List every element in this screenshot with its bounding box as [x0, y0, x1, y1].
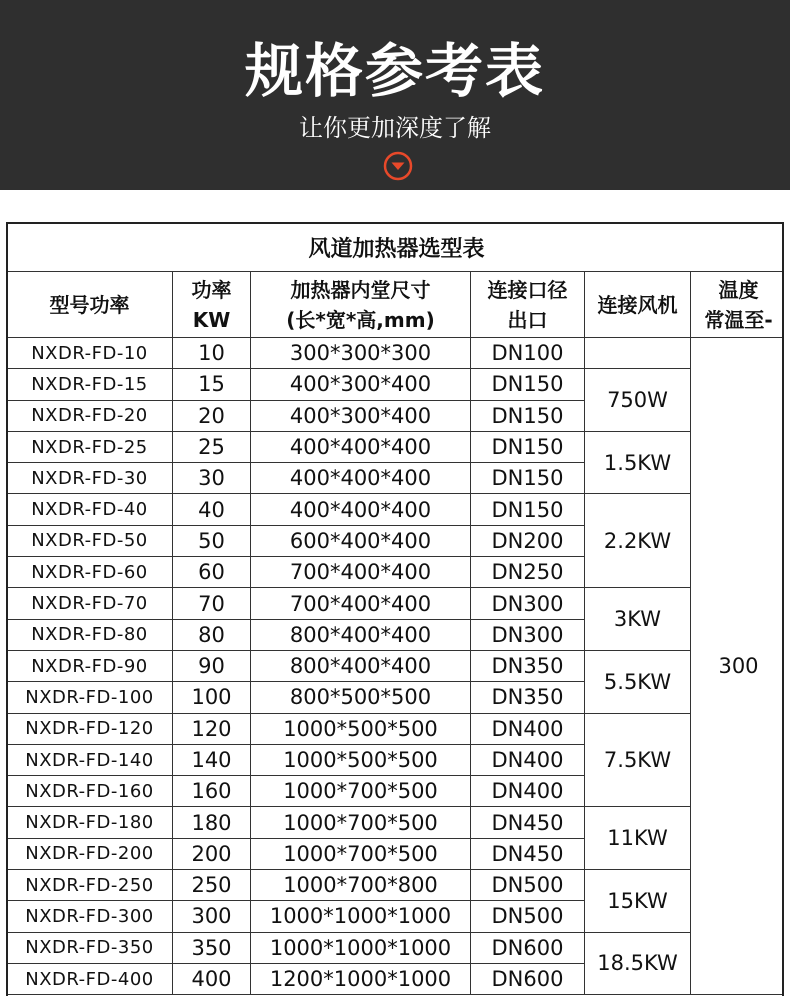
model-cell: NXDR-FD-350	[7, 932, 173, 963]
temperature-cell: 300	[691, 338, 785, 995]
table-row	[7, 713, 785, 744]
port-cell: DN400	[471, 713, 585, 744]
fan-cell: 5.5KW	[585, 650, 691, 713]
model-cell: NXDR-FD-120	[7, 713, 173, 744]
model-cell: NXDR-FD-40	[7, 494, 173, 525]
size-cell: 1000*1000*1000	[251, 932, 471, 963]
fan-cell	[585, 338, 691, 369]
size-cell: 400*300*400	[251, 400, 471, 431]
table-row	[7, 870, 785, 901]
model-cell: NXDR-FD-60	[7, 557, 173, 588]
model-cell: NXDR-FD-15	[7, 369, 173, 400]
power-cell: 50	[173, 525, 251, 556]
port-cell: DN400	[471, 744, 585, 775]
header-size: 加热器内堂尺寸 (长*宽*高,mm)	[251, 272, 471, 338]
size-cell: 1000*700*500	[251, 838, 471, 869]
chevron-down-circle-icon	[382, 150, 414, 182]
size-cell: 1200*1000*1000	[251, 963, 471, 994]
power-cell: 10	[173, 338, 251, 369]
port-cell: DN350	[471, 650, 585, 681]
port-cell: DN300	[471, 619, 585, 650]
power-cell: 25	[173, 431, 251, 462]
size-cell: 1000*700*800	[251, 870, 471, 901]
model-cell: NXDR-FD-30	[7, 463, 173, 494]
model-cell: NXDR-FD-140	[7, 744, 173, 775]
table-row	[7, 588, 785, 619]
fan-cell: 3KW	[585, 588, 691, 651]
table-row	[7, 807, 785, 838]
port-cell: DN100	[471, 338, 585, 369]
table-row	[7, 431, 785, 462]
size-cell: 400*400*400	[251, 463, 471, 494]
model-cell: NXDR-FD-160	[7, 776, 173, 807]
model-cell: NXDR-FD-400	[7, 963, 173, 994]
model-cell: NXDR-FD-50	[7, 525, 173, 556]
table-row	[7, 494, 785, 525]
port-cell: DN150	[471, 431, 585, 462]
fan-cell: 750W	[585, 369, 691, 432]
size-cell: 400*400*400	[251, 494, 471, 525]
model-cell: NXDR-FD-180	[7, 807, 173, 838]
fan-cell: 2.2KW	[585, 494, 691, 588]
size-cell: 400*400*400	[251, 431, 471, 462]
power-cell: 90	[173, 650, 251, 681]
table-title: 风道加热器选型表	[7, 224, 785, 272]
power-cell: 140	[173, 744, 251, 775]
power-cell: 200	[173, 838, 251, 869]
power-cell: 120	[173, 713, 251, 744]
header-fan: 连接风机	[585, 272, 691, 338]
size-cell: 800*400*400	[251, 650, 471, 681]
model-cell: NXDR-FD-100	[7, 682, 173, 713]
size-cell: 1000*500*500	[251, 744, 471, 775]
selection-table	[6, 222, 784, 996]
header-port: 连接口径 出口	[471, 272, 585, 338]
size-cell: 800*500*500	[251, 682, 471, 713]
model-cell: NXDR-FD-10	[7, 338, 173, 369]
size-cell: 800*400*400	[251, 619, 471, 650]
port-cell: DN200	[471, 525, 585, 556]
size-cell: 700*400*400	[251, 588, 471, 619]
table-row	[7, 650, 785, 681]
size-cell: 1000*700*500	[251, 807, 471, 838]
port-cell: DN150	[471, 400, 585, 431]
size-cell: 700*400*400	[251, 557, 471, 588]
port-cell: DN600	[471, 932, 585, 963]
power-cell: 180	[173, 807, 251, 838]
power-cell: 160	[173, 776, 251, 807]
size-cell: 600*400*400	[251, 525, 471, 556]
port-cell: DN150	[471, 463, 585, 494]
power-cell: 60	[173, 557, 251, 588]
header-temperature: 温度 常温至-	[691, 272, 785, 338]
model-cell: NXDR-FD-20	[7, 400, 173, 431]
power-cell: 400	[173, 963, 251, 994]
table-row	[7, 369, 785, 400]
page-subtitle: 让你更加深度了解	[299, 114, 491, 142]
port-cell: DN300	[471, 588, 585, 619]
header-model: 型号功率	[7, 272, 173, 338]
table-row	[7, 338, 785, 369]
model-cell: NXDR-FD-300	[7, 901, 173, 932]
fan-cell: 15KW	[585, 870, 691, 933]
model-cell: NXDR-FD-70	[7, 588, 173, 619]
power-cell: 70	[173, 588, 251, 619]
power-cell: 15	[173, 369, 251, 400]
header-power: 功率 KW	[173, 272, 251, 338]
header-banner	[0, 0, 790, 190]
fan-cell: 11KW	[585, 807, 691, 870]
power-cell: 30	[173, 463, 251, 494]
power-cell: 350	[173, 932, 251, 963]
fan-cell: 7.5KW	[585, 713, 691, 807]
model-cell: NXDR-FD-25	[7, 431, 173, 462]
table-row	[7, 932, 785, 963]
port-cell: DN450	[471, 838, 585, 869]
power-cell: 40	[173, 494, 251, 525]
port-cell: DN350	[471, 682, 585, 713]
page-title: 规格参考表	[244, 37, 545, 105]
port-cell: DN500	[471, 901, 585, 932]
fan-cell: 1.5KW	[585, 431, 691, 494]
size-cell: 1000*1000*1000	[251, 901, 471, 932]
model-cell: NXDR-FD-90	[7, 650, 173, 681]
port-cell: DN400	[471, 776, 585, 807]
model-cell: NXDR-FD-80	[7, 619, 173, 650]
model-cell: NXDR-FD-250	[7, 870, 173, 901]
port-cell: DN600	[471, 963, 585, 994]
port-cell: DN500	[471, 870, 585, 901]
power-cell: 80	[173, 619, 251, 650]
port-cell: DN150	[471, 369, 585, 400]
size-cell: 300*300*300	[251, 338, 471, 369]
power-cell: 250	[173, 870, 251, 901]
port-cell: DN150	[471, 494, 585, 525]
size-cell: 400*300*400	[251, 369, 471, 400]
power-cell: 300	[173, 901, 251, 932]
size-cell: 1000*700*500	[251, 776, 471, 807]
port-cell: DN450	[471, 807, 585, 838]
model-cell: NXDR-FD-200	[7, 838, 173, 869]
power-cell: 100	[173, 682, 251, 713]
fan-cell: 18.5KW	[585, 932, 691, 995]
port-cell: DN250	[471, 557, 585, 588]
size-cell: 1000*500*500	[251, 713, 471, 744]
power-cell: 20	[173, 400, 251, 431]
